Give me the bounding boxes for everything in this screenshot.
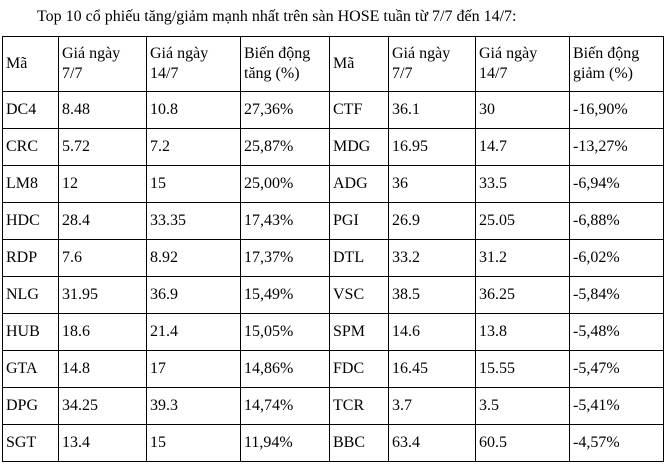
loser-price-7-7-cell: 38.5	[389, 277, 476, 314]
loser-price-7-7-cell: 3.7	[389, 388, 476, 425]
loser-price-7-7-cell: 36	[389, 166, 476, 203]
gainer-price-7-7-cell: 5.72	[59, 129, 147, 166]
gainer-price-7-7-cell: 18.6	[59, 314, 147, 351]
gainer-stock-code-cell: RDP	[3, 240, 59, 277]
loser-price-14-7-cell: 14.7	[476, 129, 570, 166]
header-change-up: Biến động tăng (%)	[241, 37, 330, 92]
gainer-stock-code-cell: DPG	[3, 388, 59, 425]
table-row	[3, 240, 664, 277]
gainer-stock-code-cell: GTA	[3, 351, 59, 388]
loser-stock-code-cell: MDG	[330, 129, 389, 166]
gainer-stock-code-cell: NLG	[3, 277, 59, 314]
gainer-price-14-7-cell: 21.4	[147, 314, 241, 351]
loser-stock-code-cell: DTL	[330, 240, 389, 277]
loser-change-down-cell: -16,90%	[570, 92, 664, 129]
table-row	[3, 277, 664, 314]
loser-change-down-cell: -5,48%	[570, 314, 664, 351]
stock-movers-table	[2, 36, 664, 462]
loser-change-down-cell: -6,94%	[570, 166, 664, 203]
loser-change-down-cell: -5,41%	[570, 388, 664, 425]
loser-change-down-cell: -6,02%	[570, 240, 664, 277]
gainer-price-7-7-cell: 14.8	[59, 351, 147, 388]
table-row	[3, 129, 664, 166]
loser-price-14-7-cell: 25.05	[476, 203, 570, 240]
loser-price-14-7-cell: 30	[476, 92, 570, 129]
gainer-change-up-cell: 15,05%	[241, 314, 330, 351]
gainer-stock-code-cell: CRC	[3, 129, 59, 166]
gainer-change-up-cell: 17,43%	[241, 203, 330, 240]
loser-change-down-cell: -13,27%	[570, 129, 664, 166]
gainer-change-up-cell: 25,87%	[241, 129, 330, 166]
gainer-price-14-7-cell: 15	[147, 166, 241, 203]
loser-price-14-7-cell: 13.8	[476, 314, 570, 351]
gainer-stock-code-cell: SGT	[3, 425, 59, 462]
gainer-price-7-7-cell: 12	[59, 166, 147, 203]
header-row	[3, 37, 664, 92]
header-code-losers: Mã	[330, 37, 389, 92]
gainer-price-14-7-cell: 39.3	[147, 388, 241, 425]
gainer-change-up-cell: 11,94%	[241, 425, 330, 462]
table-caption: Top 10 cổ phiếu tăng/giảm mạnh nhất trên sàn HOSE tuần từ 7/7 đến 14/7:	[37, 8, 517, 25]
gainer-change-up-cell: 14,74%	[241, 388, 330, 425]
gainer-price-7-7-cell: 7.6	[59, 240, 147, 277]
gainer-price-7-7-cell: 34.25	[59, 388, 147, 425]
table-row	[3, 425, 664, 462]
gainer-stock-code-cell: LM8	[3, 166, 59, 203]
gainer-stock-code-cell: HUB	[3, 314, 59, 351]
gainer-change-up-cell: 25,00%	[241, 166, 330, 203]
header-price-14-7-losers: Giá ngày 14/7	[476, 37, 570, 92]
header-price-14-7-gainers: Giá ngày 14/7	[147, 37, 241, 92]
gainer-change-up-cell: 17,37%	[241, 240, 330, 277]
header-price-7-7-gainers: Giá ngày 7/7	[59, 37, 147, 92]
gainer-price-14-7-cell: 17	[147, 351, 241, 388]
gainer-price-14-7-cell: 7.2	[147, 129, 241, 166]
table-row	[3, 388, 664, 425]
loser-price-14-7-cell: 60.5	[476, 425, 570, 462]
gainer-price-7-7-cell: 13.4	[59, 425, 147, 462]
loser-price-14-7-cell: 33.5	[476, 166, 570, 203]
gainer-price-7-7-cell: 31.95	[59, 277, 147, 314]
gainer-change-up-cell: 15,49%	[241, 277, 330, 314]
gainer-stock-code-cell: DC4	[3, 92, 59, 129]
gainer-price-7-7-cell: 28.4	[59, 203, 147, 240]
table-row	[3, 314, 664, 351]
table-row	[3, 203, 664, 240]
gainer-price-14-7-cell: 10.8	[147, 92, 241, 129]
loser-change-down-cell: -6,88%	[570, 203, 664, 240]
loser-price-7-7-cell: 16.95	[389, 129, 476, 166]
loser-stock-code-cell: BBC	[330, 425, 389, 462]
loser-stock-code-cell: SPM	[330, 314, 389, 351]
gainer-price-14-7-cell: 8.92	[147, 240, 241, 277]
loser-price-7-7-cell: 63.4	[389, 425, 476, 462]
header-price-7-7-losers: Giá ngày 7/7	[389, 37, 476, 92]
loser-price-14-7-cell: 15.55	[476, 351, 570, 388]
loser-stock-code-cell: FDC	[330, 351, 389, 388]
loser-stock-code-cell: PGI	[330, 203, 389, 240]
table-row	[3, 351, 664, 388]
header-code-gainers: Mã	[3, 37, 59, 92]
loser-stock-code-cell: ADG	[330, 166, 389, 203]
gainer-stock-code-cell: HDC	[3, 203, 59, 240]
loser-change-down-cell: -5,47%	[570, 351, 664, 388]
gainer-change-up-cell: 27,36%	[241, 92, 330, 129]
loser-stock-code-cell: TCR	[330, 388, 389, 425]
gainer-price-14-7-cell: 33.35	[147, 203, 241, 240]
loser-price-14-7-cell: 31.2	[476, 240, 570, 277]
loser-price-14-7-cell: 3.5	[476, 388, 570, 425]
table-row	[3, 166, 664, 203]
loser-price-7-7-cell: 36.1	[389, 92, 476, 129]
loser-price-7-7-cell: 33.2	[389, 240, 476, 277]
loser-price-14-7-cell: 36.25	[476, 277, 570, 314]
loser-stock-code-cell: CTF	[330, 92, 389, 129]
loser-stock-code-cell: VSC	[330, 277, 389, 314]
loser-price-7-7-cell: 16.45	[389, 351, 476, 388]
gainer-change-up-cell: 14,86%	[241, 351, 330, 388]
gainer-price-14-7-cell: 15	[147, 425, 241, 462]
loser-change-down-cell: -5,84%	[570, 277, 664, 314]
loser-change-down-cell: -4,57%	[570, 425, 664, 462]
header-change-down: Biến động giảm (%)	[570, 37, 664, 92]
loser-price-7-7-cell: 14.6	[389, 314, 476, 351]
table-row	[3, 92, 664, 129]
table-body	[3, 37, 664, 462]
loser-price-7-7-cell: 26.9	[389, 203, 476, 240]
gainer-price-7-7-cell: 8.48	[59, 92, 147, 129]
gainer-price-14-7-cell: 36.9	[147, 277, 241, 314]
